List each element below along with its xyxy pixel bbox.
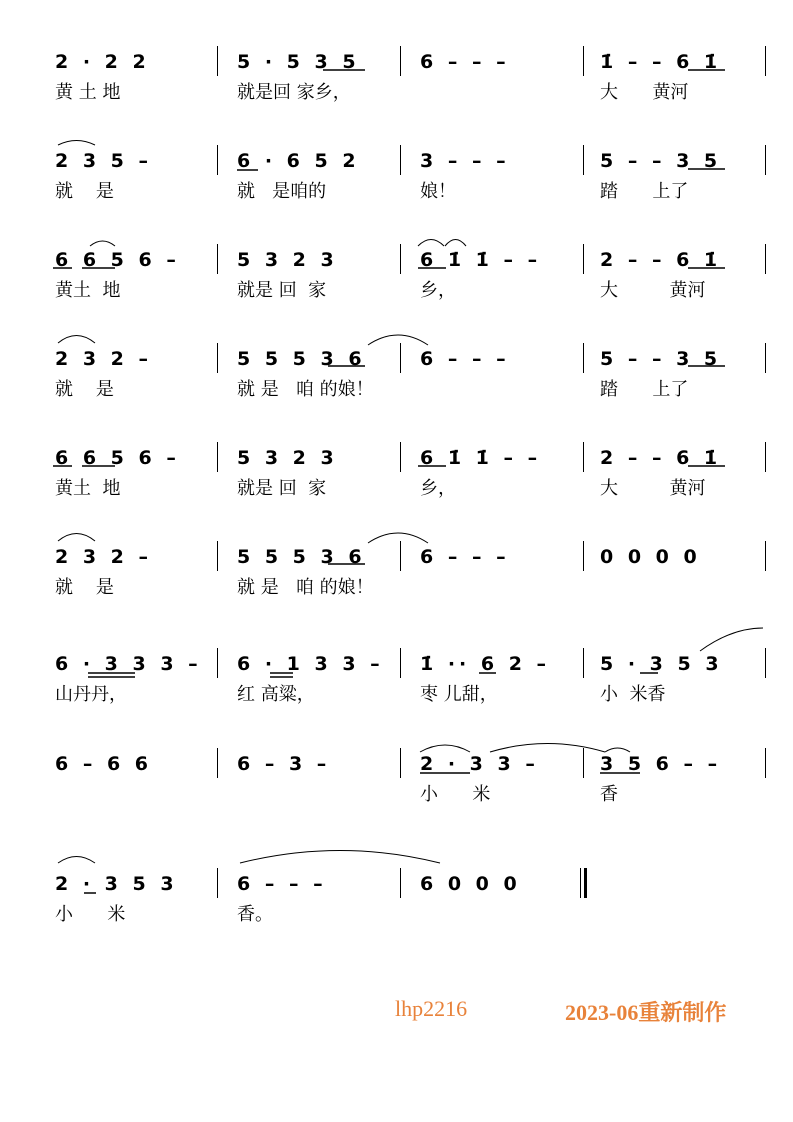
lyric-text: 香 (600, 784, 618, 805)
measure-notes: 2 3 2 – (55, 348, 153, 370)
lyric-text: 大 黄河 (600, 82, 689, 103)
measure-notes: 2 · 2 2 (55, 51, 150, 73)
lyric-text: 就 是咱的 (237, 181, 327, 202)
slur (490, 744, 605, 753)
measure-notes: 6 – – – (420, 546, 510, 568)
measure-notes: 6 1̇ 1̇ – – (420, 447, 542, 469)
measure-notes: 6 1̇ 1̇ – – (420, 249, 542, 271)
lyric-text: 就 是 (55, 577, 114, 598)
lyric-text: 踏 上了 (600, 181, 689, 202)
measure-notes: 5 · 3 5 3 (600, 653, 723, 675)
lyric-text: 就是回 家乡， (237, 82, 351, 103)
slur (605, 748, 630, 752)
measure-notes: 6 6 5 6 – (55, 249, 180, 271)
lyric-text: 乡， (420, 478, 456, 499)
slur (58, 336, 95, 344)
slur (240, 851, 440, 864)
measure-notes: 6 – 6 6 (55, 753, 153, 775)
measure-notes: 5 5 5 3 6 (237, 348, 366, 370)
lyric-text: 就是 回 家 (237, 478, 327, 499)
lyric-text: 大 黄河 (600, 478, 706, 499)
slur (420, 745, 470, 752)
lyric-text: 就 是 (55, 379, 114, 400)
measure-notes: 2 · 3 3 – (420, 753, 539, 775)
lyric-text: 就 是 咱 的娘！ (237, 577, 374, 598)
measure-notes: 5 3 2 3 (237, 447, 338, 469)
measure-notes: 5 3 2 3 (237, 249, 338, 271)
production-credit: 2023-06重新制作 (565, 1000, 727, 1025)
measure-notes: 6 – – – (420, 348, 510, 370)
measure-notes: 2 3 5 – (55, 150, 153, 172)
lyric-text: 山丹丹， (55, 684, 127, 705)
lyric-text: 大 黄河 (600, 280, 706, 301)
lyric-text: 娘！ (420, 181, 456, 202)
measure-notes: 5 · 5 3 5 (237, 51, 360, 73)
measure-notes: 2 · 3 5 3 (55, 873, 178, 895)
measure-notes: 3 – – – (420, 150, 510, 172)
slur (90, 241, 115, 246)
slur (368, 335, 428, 345)
lyric-text: 就 是 咱 的娘！ (237, 379, 374, 400)
lyric-text: 踏 上了 (600, 379, 689, 400)
measure-notes: 6 · 6 5 2 (237, 150, 360, 172)
measure-notes: 2 – – 6 1̇ (600, 447, 722, 469)
measure-notes: 0 0 0 0 (600, 546, 701, 568)
measure-notes: 6 – – – (420, 51, 510, 73)
lyric-text: 香。 (237, 904, 273, 925)
lyric-text: 红 高粱， (237, 684, 315, 705)
measure-notes: 3 5 6 – – (600, 753, 722, 775)
lyric-text: 黄土 地 (55, 478, 121, 499)
slur (418, 240, 444, 247)
measure-notes: 2 – – 6 1̇ (600, 249, 722, 271)
measure-notes: 6 0 0 0 (420, 873, 521, 895)
measure-notes: 1̇ ·· 6 2 – (420, 653, 551, 675)
slur (58, 141, 95, 146)
measure-notes: 5 5 5 3 6 (237, 546, 366, 568)
slur (700, 628, 763, 651)
measure-notes: 6 – 3 – (237, 753, 331, 775)
lyric-text: 乡， (420, 280, 456, 301)
measure-notes: 6 · 3 3 3 – (55, 653, 202, 675)
slur (368, 533, 428, 543)
lyric-text: 小 米香 (600, 684, 666, 705)
measure-notes: 5 – – 3 5 (600, 150, 722, 172)
slur (445, 240, 466, 247)
lyric-text: 黄土 地 (55, 280, 121, 301)
lyric-text: 小 米 (420, 784, 491, 805)
measure-notes: 1̇ – – 6 1̇ (600, 51, 722, 73)
slur (58, 857, 95, 864)
measure-notes: 6 · 1 3 3 – (237, 653, 384, 675)
lyric-text: 枣 儿甜， (420, 684, 498, 705)
lyric-text: 就是 回 家 (237, 280, 327, 301)
measure-notes: 5 – – 3 5 (600, 348, 722, 370)
lyric-text: 小 米 (55, 904, 126, 925)
slur (58, 534, 95, 542)
measure-notes: 6 – – – (237, 873, 327, 895)
author-signature: lhp2216 (395, 996, 468, 1021)
measure-notes: 6 6 5 6 – (55, 447, 180, 469)
lyric-text: 黄 土 地 (55, 82, 121, 103)
lyric-text: 就 是 (55, 181, 114, 202)
measure-notes: 2 3 2 – (55, 546, 153, 568)
